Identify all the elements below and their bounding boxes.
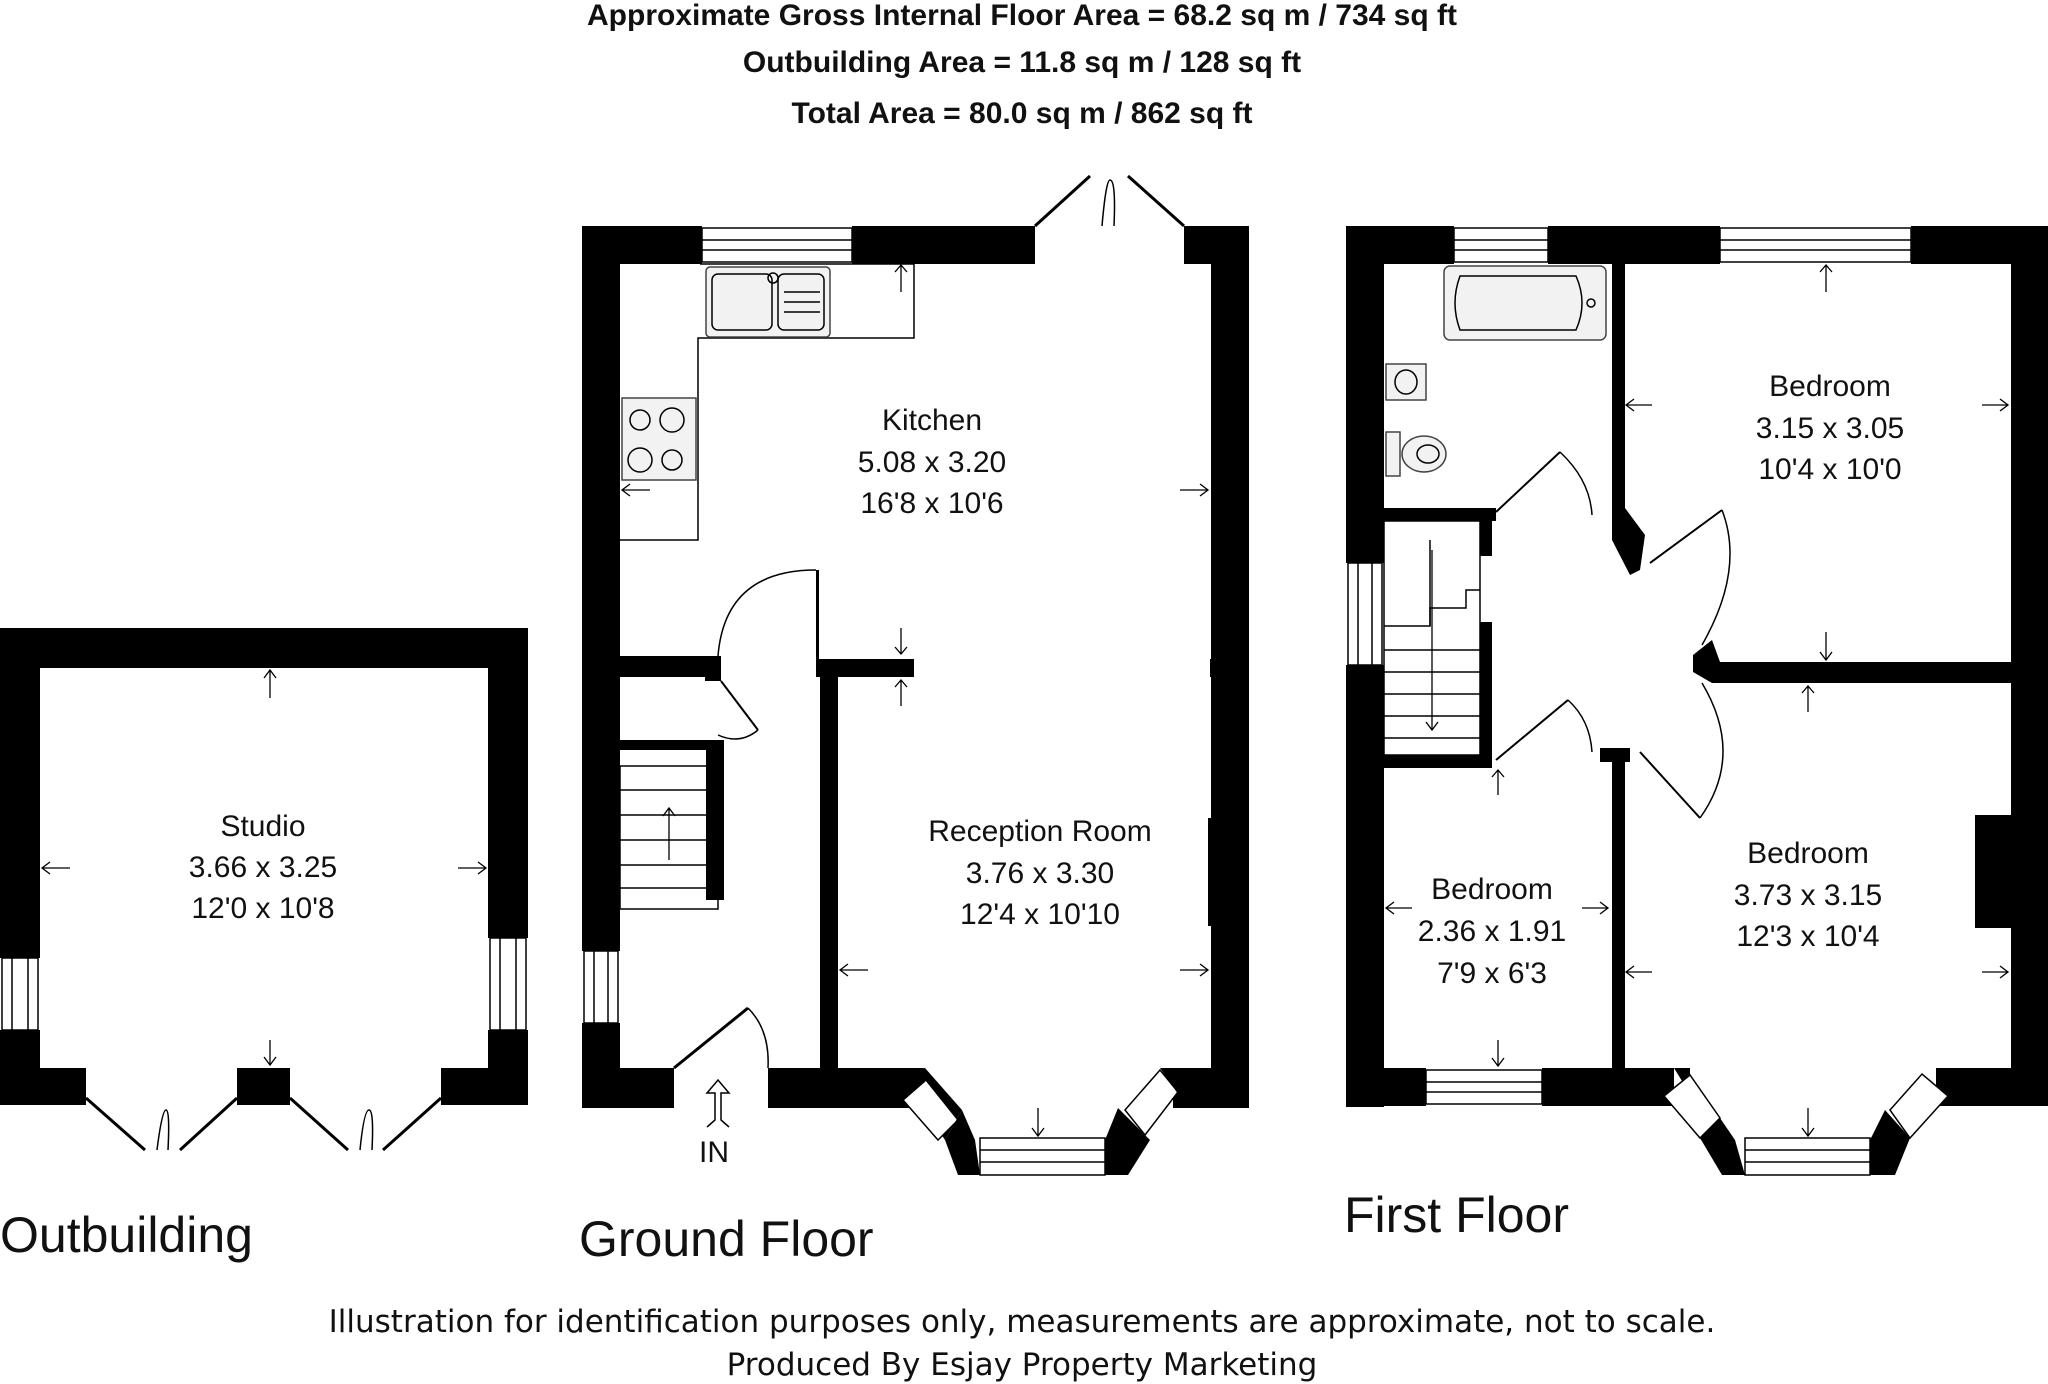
bedroom-bottom-right-imperial: 12'3 x 10'4 [1736, 920, 1880, 953]
ground-floor-label: Ground Floor [579, 1211, 874, 1267]
bathroom-window [1454, 228, 1548, 262]
outbuilding-floor-label: Outbuilding [0, 1207, 253, 1263]
outbuilding-door-right [360, 1110, 373, 1150]
kitchen-metric: 5.08 x 3.20 [857, 446, 1007, 479]
entrance-label: IN [699, 1136, 729, 1169]
bedroom-bottom-right-metric: 3.73 x 3.15 [1733, 879, 1883, 912]
bathroom-door [1560, 452, 1592, 515]
footer-producer: Produced By Esjay Property Marketing [726, 1347, 1318, 1383]
hall-window [584, 951, 618, 1023]
outbuilding-plan [0, 628, 528, 1150]
header-outbuilding-area: Outbuilding Area = 11.8 sq m / 128 sq ft [742, 46, 1302, 79]
kitchen-imperial: 16'8 x 10'6 [860, 487, 1004, 520]
bay-window-center [980, 1138, 1105, 1175]
ground-floor-plan [582, 176, 1249, 1175]
kitchen-door [718, 570, 816, 656]
studio-name: Studio [220, 810, 306, 843]
bedroom-small-metric: 2.36 x 1.91 [1417, 915, 1567, 948]
bedroom-bottom-right-name: Bedroom [1747, 837, 1869, 870]
kitchen-window [702, 228, 852, 262]
bedroom-small-imperial: 7'9 x 6'3 [1437, 957, 1547, 990]
bedroom-top-right-name: Bedroom [1769, 370, 1891, 403]
toilet-cistern [1386, 432, 1400, 476]
bedroom-top-door [1702, 510, 1730, 645]
header-gross-area: Approximate Gross Internal Floor Area = 68.2 sq m / 734 sq ft [587, 0, 1457, 32]
bedroom-bottom-door [1700, 683, 1723, 818]
bedroom-top-right-imperial: 10'4 x 10'0 [1758, 453, 1902, 486]
bedroom-small-name: Bedroom [1431, 873, 1553, 906]
reception-name: Reception Room [928, 815, 1152, 848]
outbuilding-window-right [490, 938, 526, 1030]
first-floor-label: First Floor [1344, 1187, 1569, 1243]
first-floor-plan [1346, 226, 2048, 1175]
first-bay-window-center [1745, 1138, 1870, 1175]
entrance-arrow [707, 1080, 729, 1127]
bedroom-top-window [1720, 228, 1911, 262]
outbuilding-door-left [157, 1110, 169, 1150]
reception-metric: 3.76 x 3.30 [965, 857, 1115, 890]
small-bedroom-door [1568, 700, 1592, 752]
footer-disclaimer: Illustration for identification purposes only, measurements are approximate, not to scale. [328, 1304, 1716, 1340]
kitchen-name: Kitchen [881, 404, 983, 437]
kitchen-french-doors [1102, 180, 1115, 226]
kitchen-hob [622, 398, 696, 480]
bedroom-top-right-metric: 3.15 x 3.05 [1755, 412, 1905, 445]
landing-window [1348, 563, 1382, 665]
outbuilding-window-left [2, 958, 38, 1030]
small-bedroom-window [1426, 1070, 1542, 1104]
studio-metric: 3.66 x 3.25 [188, 851, 338, 884]
reception-imperial: 12'4 x 10'10 [960, 898, 1120, 931]
front-door [748, 1008, 768, 1068]
header-total-area: Total Area = 80.0 sq m / 862 sq ft [791, 97, 1253, 130]
studio-imperial: 12'0 x 10'8 [191, 892, 335, 925]
